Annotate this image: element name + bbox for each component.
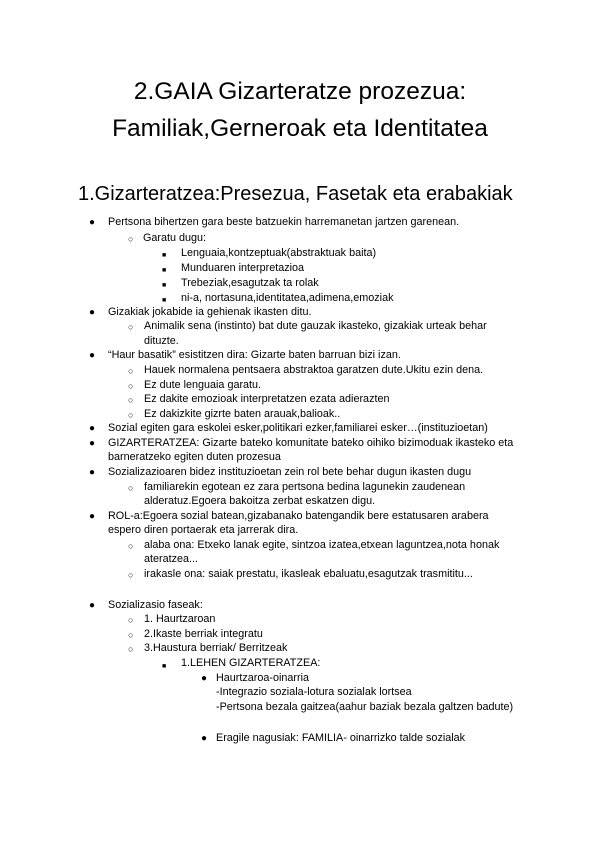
- list-item: 2.Ikaste berriak integratu: [144, 628, 263, 640]
- circle-bullet-icon: ○: [128, 570, 134, 580]
- bullet-icon: ●: [89, 511, 96, 522]
- bullet-icon: ●: [89, 350, 96, 361]
- list-item: -Integrazio soziala-lotura sozialak lortsea: [216, 686, 412, 698]
- list-item: Ez dakite emozioak interpretatzen ezata adierazten: [144, 393, 390, 405]
- list-item: dituzte.: [144, 335, 179, 347]
- bullet-icon: ●: [89, 217, 96, 228]
- list-item: “Haur basatik” esistitzen dira: Gizarte baten barruan bizi izan.: [108, 349, 401, 361]
- list-item: Trebeziak,esagutzak ta rolak: [181, 277, 319, 289]
- list-item: 1. Haurtzaroan: [144, 613, 216, 625]
- list-item: alderatuz.Egoera bakoitza zerbat eskatzen digu.: [144, 495, 376, 507]
- bullet-icon: ●: [201, 733, 208, 744]
- list-item: Haurtzaroa-oinarria: [216, 672, 310, 684]
- document-title-line-1: 2.GAIA Gizarteratze prozezua:: [133, 78, 467, 105]
- list-item: familiarekin egotean ez zara pertsona bedina lagunekin zaudenean: [144, 481, 466, 493]
- square-bullet-icon: ■: [162, 297, 167, 304]
- list-item: Munduaren interpretazioa: [181, 262, 305, 274]
- square-bullet-icon: ■: [162, 252, 167, 259]
- bullet-icon: ●: [89, 467, 96, 478]
- circle-bullet-icon: ○: [128, 366, 134, 376]
- list-item: Ez dute lenguaia garatu.: [144, 379, 262, 391]
- list-item: Gizakiak jokabide ia gehienak ikasten ditu.: [108, 306, 312, 318]
- list-item: espero diren portaerak eta jarrerak dira.: [108, 524, 299, 536]
- circle-bullet-icon: ○: [128, 322, 134, 332]
- bullet-icon: ●: [89, 423, 96, 434]
- circle-bullet-icon: ○: [128, 234, 134, 244]
- bullet-icon: ●: [89, 600, 96, 611]
- list-item: GIZARTERATZEA: Gizarte bateko komunitate bateko oihiko bizimoduak ikasteko eta: [108, 437, 514, 449]
- list-item: alaba ona: Etxeko lanak egite, sintzoa izatea,etxean laguntzea,nota honak: [144, 539, 500, 551]
- list-item: Hauek normalena pentsaera abstraktoa garatzen dute.Ukitu ezin dena.: [144, 364, 484, 376]
- list-item: Sozializazioaren bidez instituzioetan zein rol bete behar dugun ikasten dugu: [108, 466, 472, 478]
- list-item: Sozial egiten gara eskolei esker,politikari ezker,familiarei esker…(instituzioetan): [108, 422, 488, 434]
- list-item: ateratzea...: [144, 553, 199, 565]
- bullet-icon: ●: [201, 673, 208, 684]
- list-item: barneratzeko egiten duten prozesua: [108, 451, 281, 463]
- circle-bullet-icon: ○: [128, 541, 134, 551]
- list-item: Pertsona bihertzen gara beste batzuekin harremanetan jartzen garenean.: [108, 216, 460, 228]
- list-item: ni-a, nortasuna,identitatea,adimena,emoziak: [181, 292, 394, 304]
- circle-bullet-icon: ○: [128, 410, 134, 420]
- square-bullet-icon: ■: [162, 267, 167, 274]
- section-heading: 1.Gizarteratzea:Presezua, Fasetak eta erabakiak: [78, 183, 513, 205]
- list-item: ROL-a:Egoera sozial batean,gizabanako batengandik bere estatusaren arabera: [108, 510, 489, 522]
- circle-bullet-icon: ○: [128, 395, 134, 405]
- bullet-icon: ●: [89, 438, 96, 449]
- circle-bullet-icon: ○: [128, 381, 134, 391]
- circle-bullet-icon: ○: [128, 630, 134, 640]
- circle-bullet-icon: ○: [128, 644, 134, 654]
- list-item: irakasle ona: saiak prestatu, ikasleak ebaluatu,esagutzak trasmititu...: [144, 568, 473, 580]
- bullet-icon: ●: [89, 307, 96, 318]
- circle-bullet-icon: ○: [128, 615, 134, 625]
- list-item: 1.LEHEN GIZARTERATZEA:: [181, 657, 321, 669]
- square-bullet-icon: ■: [162, 282, 167, 289]
- list-item: -Pertsona bezala gaitzea(aahur baziak bezala galtzen badute): [216, 701, 514, 713]
- list-item: 3.Haustura berriak/ Berritzeak: [144, 642, 288, 654]
- list-item: Garatu dugu:: [143, 232, 207, 244]
- circle-bullet-icon: ○: [128, 483, 134, 493]
- document-title-line-2: Familiak,Gerneroak eta Identitatea: [112, 115, 488, 142]
- list-item: Sozializasio faseak:: [108, 599, 203, 611]
- list-item: Lenguaia,kontzeptuak(abstraktuak baita): [181, 247, 377, 259]
- list-item: Eragile nagusiak: FAMILIA- oinarrizko talde sozialak: [216, 732, 466, 744]
- list-item: Animalik sena (instinto) bat dute gauzak ikasteko, gizakiak urteak behar: [144, 320, 487, 332]
- square-bullet-icon: ■: [162, 663, 167, 670]
- list-item: Ez dakizkite gizrte baten arauak,balioak..: [144, 408, 341, 420]
